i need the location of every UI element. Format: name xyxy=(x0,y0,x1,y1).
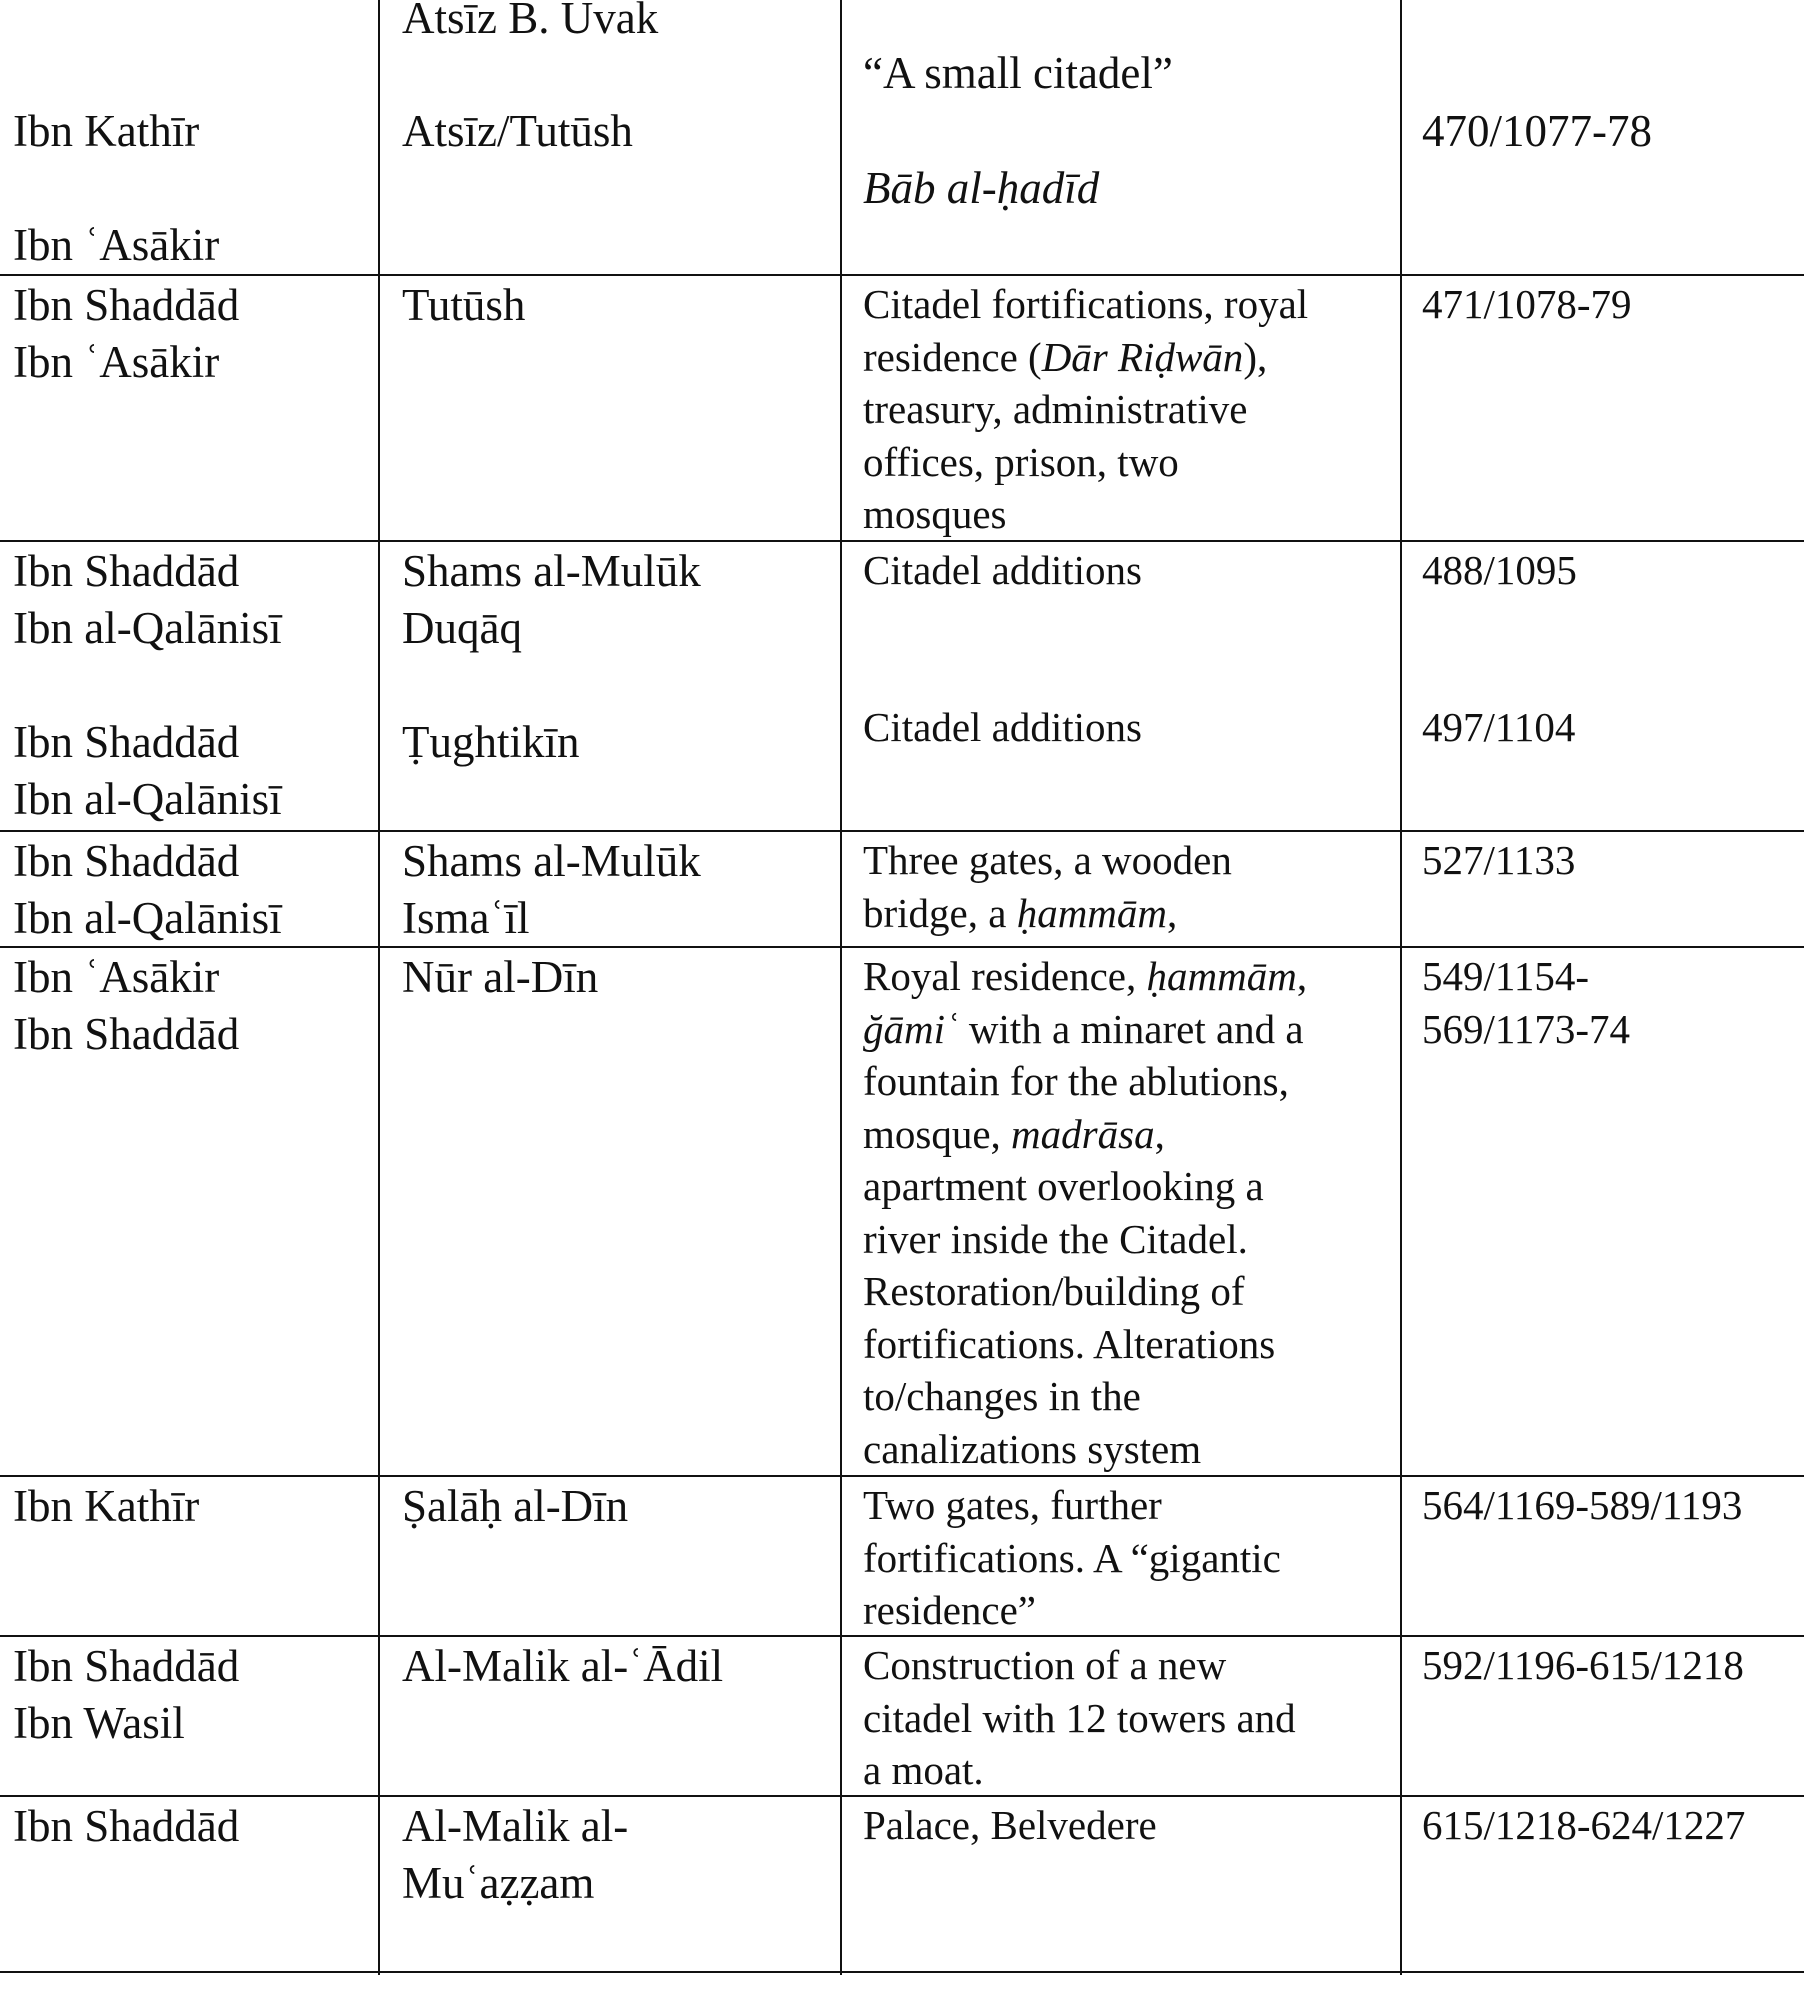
works-text: with a minaret and a xyxy=(958,1005,1304,1052)
source-cell: Ibn al-Qalānisī xyxy=(13,603,282,653)
works-cell: Citadel additions xyxy=(863,704,1142,750)
ruler-cell: Ṭughtikīn xyxy=(402,717,580,767)
works-cell xyxy=(863,950,1307,1003)
date-cell: 470/1077-78 xyxy=(1422,106,1652,156)
works-cell: canalizations system xyxy=(863,1425,1202,1472)
works-text-italic: madrāsa xyxy=(1011,1110,1155,1157)
date-cell: 549/1154- xyxy=(1422,953,1590,999)
ruler-cell: Duqāq xyxy=(402,603,522,653)
ruler-cell: Ṣalāḥ al-Dīn xyxy=(402,1481,629,1531)
row-divider xyxy=(0,1971,1804,1973)
date-cell: 488/1095 xyxy=(1422,547,1577,593)
date-cell: 497/1104 xyxy=(1422,704,1576,750)
works-cell: Construction of a new xyxy=(863,1642,1227,1688)
works-text: , xyxy=(1296,953,1308,999)
works-cell: Citadel fortifications, royal xyxy=(863,281,1309,327)
works-cell: Bāb al-ḥadīd xyxy=(863,163,1100,213)
works-cell: apartment overlooking a xyxy=(863,1163,1264,1209)
works-text: mosque, xyxy=(863,1110,1012,1157)
works-text: ), xyxy=(1243,333,1268,380)
works-text: , xyxy=(1167,889,1178,936)
source-cell: Ibn al-Qalānisī xyxy=(13,893,282,943)
row-divider xyxy=(0,274,1804,276)
date-cell: 471/1078-79 xyxy=(1422,281,1632,327)
ruler-cell: Al-Malik al-ʿĀdil xyxy=(402,1641,724,1691)
date-cell: 615/1218-624/1227 xyxy=(1422,1802,1746,1848)
works-cell: Two gates, further xyxy=(863,1482,1162,1528)
source-cell: Ibn Kathīr xyxy=(13,1481,200,1531)
column-divider-3 xyxy=(1400,0,1402,1975)
works-cell: offices, prison, two xyxy=(863,438,1179,485)
works-cell: Restoration/building of xyxy=(863,1268,1245,1314)
works-cell: citadel with 12 towers and xyxy=(863,1694,1296,1741)
works-cell: “A small citadel” xyxy=(863,48,1173,98)
source-cell: Ibn Shaddād xyxy=(13,717,240,767)
works-cell xyxy=(863,1108,1165,1161)
ruler-cell: Tutūsh xyxy=(402,280,526,330)
works-cell: river inside the Citadel. xyxy=(863,1215,1248,1262)
works-text: bridge, a xyxy=(863,889,1017,936)
date-cell: 569/1173-74 xyxy=(1422,1005,1631,1052)
works-cell: a moat. xyxy=(863,1747,984,1793)
source-cell: Ibn Shaddād xyxy=(13,546,240,596)
works-text-italic: Dār Riḍwān xyxy=(1041,333,1244,380)
ruler-cell: Nūr al-Dīn xyxy=(402,952,599,1002)
source-cell: Ibn ʿAsākir xyxy=(13,220,220,270)
works-cell: to/changes in the xyxy=(863,1373,1141,1419)
ruler-cell: Shams al-Mulūk xyxy=(402,546,701,596)
date-cell: 592/1196-615/1218 xyxy=(1422,1642,1744,1688)
works-cell: Three gates, a wooden xyxy=(863,837,1232,883)
source-cell: Ibn al-Qalānisī xyxy=(13,774,282,824)
works-text-italic: ḥammām xyxy=(1146,953,1297,999)
works-cell xyxy=(863,1003,1304,1056)
works-cell: Palace, Belvedere xyxy=(863,1802,1157,1848)
ruler-cell: Ismaʿīl xyxy=(402,893,530,943)
works-cell: treasury, administrative xyxy=(863,386,1248,432)
works-cell: Citadel additions xyxy=(863,547,1142,593)
ruler-cell: Atsīz B. Uvak xyxy=(402,0,659,43)
source-cell: Ibn Wasil xyxy=(13,1698,185,1748)
source-cell: Ibn Shaddād xyxy=(13,1641,240,1691)
row-divider xyxy=(0,830,1804,832)
source-cell: Ibn Shaddād xyxy=(13,836,240,886)
source-cell: Ibn ʿAsākir xyxy=(13,337,220,387)
works-cell: fortifications. A “gigantic xyxy=(863,1534,1281,1581)
date-cell: 564/1169-589/1193 xyxy=(1422,1482,1743,1528)
works-text: Royal residence, xyxy=(863,953,1147,999)
source-cell: Ibn Shaddād xyxy=(13,1009,240,1059)
source-cell: Ibn Shaddād xyxy=(13,1801,240,1851)
source-cell: Ibn Shaddād xyxy=(13,280,240,330)
works-text: , xyxy=(1154,1110,1165,1157)
works-cell xyxy=(863,331,1267,384)
works-text-italic: ḥammām xyxy=(1016,889,1168,936)
works-cell xyxy=(863,887,1177,940)
works-cell: mosques xyxy=(863,491,1007,537)
ruler-cell: Shams al-Mulūk xyxy=(402,836,701,886)
works-text-italic: ğāmiʿ xyxy=(863,1005,959,1052)
works-cell: residence” xyxy=(863,1587,1036,1633)
ruler-cell: Muʿaẓẓam xyxy=(402,1858,595,1908)
ruler-cell: Al-Malik al- xyxy=(402,1801,629,1851)
works-cell: fortifications. Alterations xyxy=(863,1320,1276,1367)
works-text: residence ( xyxy=(863,333,1042,380)
column-divider-1 xyxy=(378,0,380,1975)
ruler-cell: Atsīz/Tutūsh xyxy=(402,106,633,156)
source-cell: Ibn ʿAsākir xyxy=(13,952,220,1002)
row-divider xyxy=(0,1475,1804,1477)
source-cell: Ibn Kathīr xyxy=(13,106,200,156)
date-cell: 527/1133 xyxy=(1422,837,1576,883)
column-divider-2 xyxy=(840,0,842,1975)
works-cell: fountain for the ablutions, xyxy=(863,1058,1289,1104)
